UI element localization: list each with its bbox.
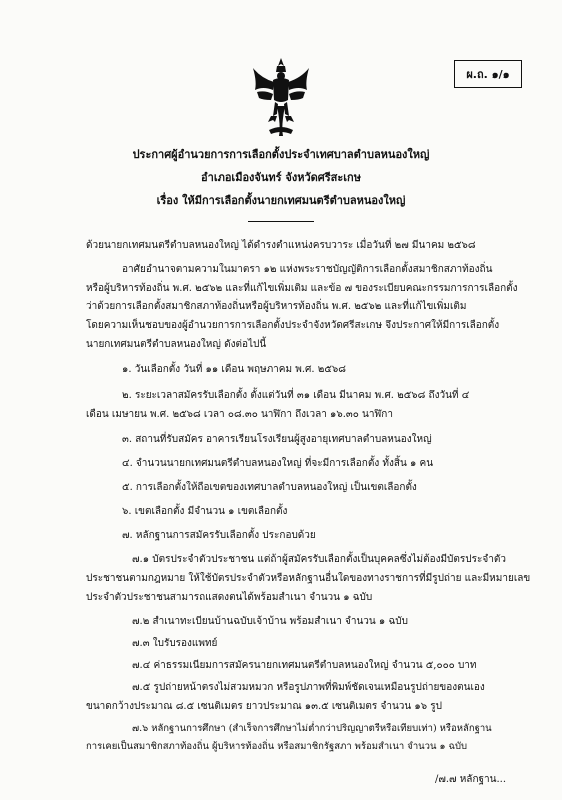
para1-line-3: ว่าด้วยการเลือกตั้งสมาชิกสภาท้องถิ่นหรือผู้บริหารท้องถิ่น พ.ศ. ๒๕๖๒ และที่แก้ไขเพิ่มเติม xyxy=(86,301,467,312)
item-7-5-line-1: ๗.๕ รูปถ่ายหน้าตรงไม่สวมหมวก หรือรูปภาพที่พิมพ์ชัดเจนเหมือนรูปถ่ายของตนเอง xyxy=(132,682,485,693)
item-1: ๑. วันเลือกตั้ง วันที่ ๑๑ เดือน พฤษภาคม พ.ศ. ๒๕๖๘ xyxy=(122,364,346,375)
form-number-box xyxy=(454,60,522,88)
item-7-3: ๗.๓ ใบรับรองแพทย์ xyxy=(132,638,218,649)
header-line-1: ประกาศผู้อำนวยการการเลือกตั้งประจำเทศบาลตำบลหนองใหญ่ xyxy=(132,148,430,161)
item-2-line-1: ๒. ระยะเวลาสมัครรับเลือกตั้ง ตั้งแต่วันที่ ๓๑ เดือน มีนาคม พ.ศ. ๒๕๖๘ ถึงวันที่ ๔ xyxy=(122,390,470,401)
garuda-emblem-icon xyxy=(251,56,311,140)
item-7-4: ๗.๔ ค่าธรรมเนียมการสมัครนายกเทศมนตรีตำบลหนองใหญ่ จำนวน ๕,๐๐๐ บาท xyxy=(132,660,477,671)
item-7-1-line-2: ประชาชนตามกฎหมาย ให้ใช้บัตรประจำตัวหรือหลักฐานอื่นใดของทางราชการที่มีรูปถ่าย และมีหมายเลข xyxy=(86,573,531,584)
para1-line-5: นายกเทศมนตรีตำบลหนองใหญ่ ดังต่อไปนี้ xyxy=(86,339,267,350)
header-line-2: อำเภอเมืองจันทร์ จังหวัดศรีสะเกษ xyxy=(201,171,361,184)
item-7-1-line-3: ประจำตัวประชาชนสามารถแสดงตนได้พร้อมสำเนา จำนวน ๑ ฉบับ xyxy=(86,592,373,603)
form-number: ผ.ถ. ๑/๑ xyxy=(466,68,510,81)
item-7-2: ๗.๒ สำเนาทะเบียนบ้านฉบับเจ้าบ้าน พร้อมสำเนา จำนวน ๑ ฉบับ xyxy=(132,616,408,627)
item-4: ๔. จำนวนนายกเทศมนตรีตำบลหนองใหญ่ ที่จะมีการเลือกตั้ง ทั้งสิ้น ๑ คน xyxy=(122,458,434,469)
intro-text: ด้วยนายกเทศมนตรีตำบลหนองใหญ่ ได้ดำรงตำแหน่งครบวาระ เมื่อวันที่ ๒๗ มีนาคม ๒๕๖๘ xyxy=(86,240,476,251)
header-line-3: เรื่อง ให้มีการเลือกตั้งนายกเทศมนตรีตำบลหนองใหญ่ xyxy=(156,194,406,207)
item-5: ๕. การเลือกตั้งให้ถือเขตของเทศบาลตำบลหนองใหญ่ เป็นเขตเลือกตั้ง xyxy=(122,482,417,493)
para1-line-2: หรือผู้บริหารท้องถิ่น พ.ศ. ๒๕๖๒ และที่แก้ไขเพิ่มเติม และข้อ ๗ ของระเบียบคณะกรรมการการเลือกตั้ง xyxy=(86,283,518,294)
item-7: ๗. หลักฐานการสมัครรับเลือกตั้ง ประกอบด้วย xyxy=(122,530,316,541)
item-7-1-line-1: ๗.๑ บัตรประจำตัวประชาชน แต่ถ้าผู้สมัครรับเลือกตั้งเป็นบุคคลซึ่งไม่ต้องมีบัตรประจำตัว xyxy=(132,554,506,565)
header-divider xyxy=(248,221,314,222)
item-2-line-2: เดือน เมษายน พ.ศ. ๒๕๖๘ เวลา ๐๘.๓๐ นาฬิกา ถึงเวลา ๑๖.๓๐ นาฬิกา xyxy=(86,409,393,420)
item-7-5-line-2: ขนาดกว้างประมาณ ๘.๕ เซนติเมตร ยาวประมาณ ๑๓.๕ เซนติเมตร จำนวน ๑๖ รูป xyxy=(86,701,443,712)
item-6: ๖. เขตเลือกตั้ง มีจำนวน ๑ เขตเลือกตั้ง xyxy=(122,506,288,517)
para1-line-4: โดยความเห็นชอบของผู้อำนวยการการเลือกตั้งประจำจังหวัดศรีสะเกษ จึงประกาศให้มีการเลือกตั้ง xyxy=(86,320,500,331)
item-3: ๓. สถานที่รับสมัคร อาคารเรียนโรงเรียนผู้สูงอายุเทศบาลตำบลหนองใหญ่ xyxy=(122,434,432,445)
item-7-6-line-2: การเคยเป็นสมาชิกสภาท้องถิ่น ผู้บริหารท้องถิ่น หรือสมาชิกรัฐสภา พร้อมสำเนา จำนวน ๑ ฉบับ xyxy=(86,741,468,752)
continuation-marker: /๗.๗ หลักฐาน... xyxy=(434,774,506,785)
para1-line-1: อาศัยอำนาจตามความในมาตรา ๑๒ แห่งพระราชบัญญัติการเลือกตั้งสมาชิกสภาท้องถิ่น xyxy=(122,264,493,275)
item-7-6-line-1: ๗.๖ หลักฐานการศึกษา (สำเร็จการศึกษาไม่ต่ำกว่าปริญญาตรีหรือเทียบเท่า) หรือหลักฐาน xyxy=(132,723,492,734)
